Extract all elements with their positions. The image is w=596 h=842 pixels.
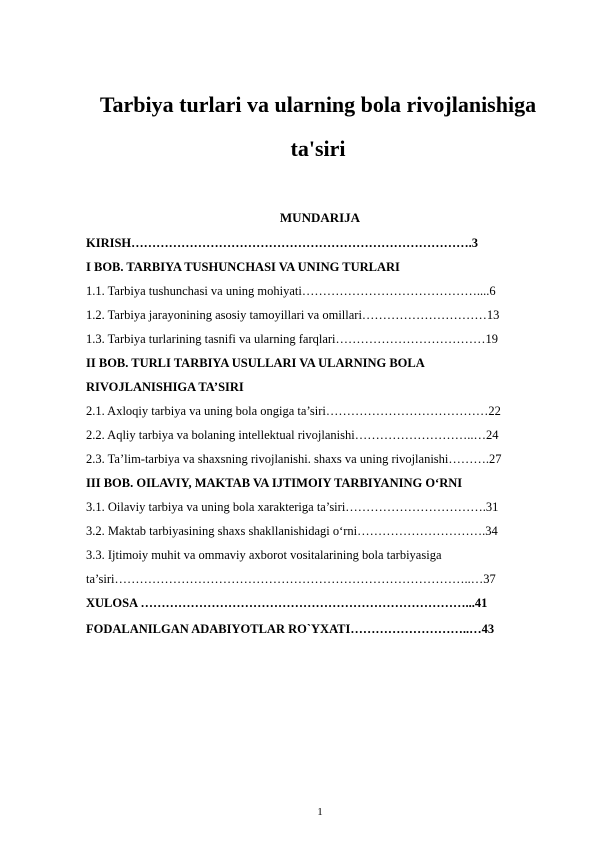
toc-entry: 1.3. Tarbiya turlarining tasnifi va ularning farqlari………………………………19 bbox=[86, 332, 499, 346]
toc-entry: 1.2. Tarbiya jarayonining asosiy tamoyillari va omillari…………………………13 bbox=[86, 308, 500, 322]
toc-heading: MUNDARIJA bbox=[279, 210, 361, 225]
toc-entry: 3.2. Maktab tarbiyasining shaxs shakllanishidagi o‘rni………………………….34 bbox=[86, 524, 498, 538]
toc-entry: 2.1. Axloqiy tarbiya va uning bola ongiga ta’siri…………………………………22 bbox=[86, 404, 501, 418]
document-title-line-1: Tarbiya turlari va ularning bola rivojlanishiga bbox=[99, 92, 537, 117]
toc-entry: 3.3. Ijtimoiy muhit va ommaviy axborot vositalarining bola tarbiyasiga bbox=[86, 548, 442, 562]
toc-entry: III BOB. OILAVIY, MAKTAB VA IJTIMOIY TARBIYANING O‘RNI bbox=[86, 476, 463, 490]
toc-entry: RIVOJLANISHIGA TA’SIRI bbox=[86, 380, 244, 394]
toc-entry: KIRISH……………………………………………………………………….3 bbox=[86, 236, 479, 250]
toc-entry: XULOSA ……………………………………………………………………...41 bbox=[86, 596, 488, 610]
toc-entry: II BOB. TURLI TARBIYA USULLARI VA ULARNING BOLA bbox=[86, 356, 425, 370]
toc-entry: 1.1. Tarbiya tushunchasi va uning mohiyati……………………………………....6 bbox=[86, 284, 496, 298]
toc-entry: 3.1. Oilaviy tarbiya va uning bola xarakteriga ta’siri…………………………….31 bbox=[86, 500, 499, 514]
page-number: 1 bbox=[317, 806, 323, 818]
toc-entry: 2.3. Ta’lim-tarbiya va shaxsning rivojlanishi. shaxs va uning rivojlanishi……….27 bbox=[86, 452, 502, 466]
document-title-line-2: ta'siri bbox=[290, 136, 346, 161]
toc-entry: FODALANILGAN ADABIYOTLAR RO`YXATI………………………..…43 bbox=[86, 622, 495, 636]
toc-entry: I BOB. TARBIYA TUSHUNCHASI VA UNING TURLARI bbox=[86, 260, 400, 274]
toc-entry: ta’siri…………………………………………………………………………..…37 bbox=[86, 572, 496, 586]
toc-entry: 2.2. Aqliy tarbiya va bolaning intellektual rivojlanishi………………………..…24 bbox=[86, 428, 499, 442]
